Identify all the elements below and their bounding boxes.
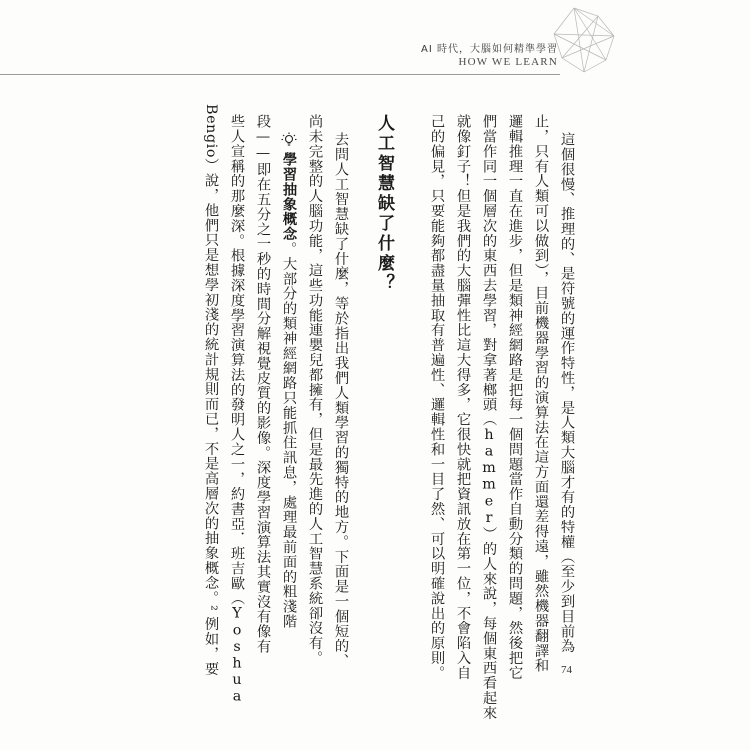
text-column: 段——即在五分之一秒的時間分解視覺皮質的影像。深度學習演算法其實沒有像有 (255, 114, 271, 654)
header-rule (0, 74, 560, 75)
running-header (421, 44, 558, 68)
text-column: 就像釘子！但是我們的大腦彈性比這大得多，它很快就把資訊放在第一位，不會陷入自 (455, 114, 471, 681)
section-heading: 人工智慧缺了什麼？ (374, 114, 394, 294)
header-title-zh: AI 時代，大腦如何精準學習 (421, 44, 558, 55)
header-title-en: HOW WE LEARN (458, 56, 558, 68)
text-column: 去問人工智慧缺了什麼，等於指出我們人類學習的獨特的地方。下面是一個短的、 (333, 132, 349, 669)
lightbulb-icon (281, 132, 297, 148)
text-column: 這個很慢、推理的、是符號的運作特性，是人類大腦才有的特權（至少到目前為 (559, 132, 575, 654)
text-column: 止，只有人類可以做到），目前機器學習的演算法在這方面還差得遠，雖然機器翻譯和 (533, 114, 549, 674)
subsection-text: 。大部分的類神經網路只能抓住訊息，處理最前面的粗淺階 (281, 241, 297, 629)
text-column: 己的偏見，只要能夠都盡量抽取有普遍性、邏輯性和一目了然、可以明確說出的原則。 (429, 114, 445, 681)
text-column: 尚未完整的人腦功能，這些功能連嬰兒都擁有，但是最先進的人工智慧系統卻沒有。 (307, 114, 323, 666)
subsection-column (276, 132, 301, 629)
subsection-label: 學習抽象概念 (281, 152, 297, 242)
text-column: 們當作同一個層次的東西去學習，對拿著榔頭（hammer）的人來說，每個東西看起來 (481, 114, 497, 721)
text-column: Bengio）說，他們只是想學初淺的統計規則而已，不是高層次的抽象概念。² 例如，要 (203, 104, 219, 677)
text-column: 邏輯推理一直在進步，但是類神經網路是把每一個問題當作自動分類的問題，然後把它 (507, 114, 523, 681)
text-column: 些人宣稱的那麼深。根據深度學習演算法的發明人之一，約書亞．班吉歐（Yoshua (229, 114, 245, 706)
page-number: 74 (561, 664, 572, 676)
